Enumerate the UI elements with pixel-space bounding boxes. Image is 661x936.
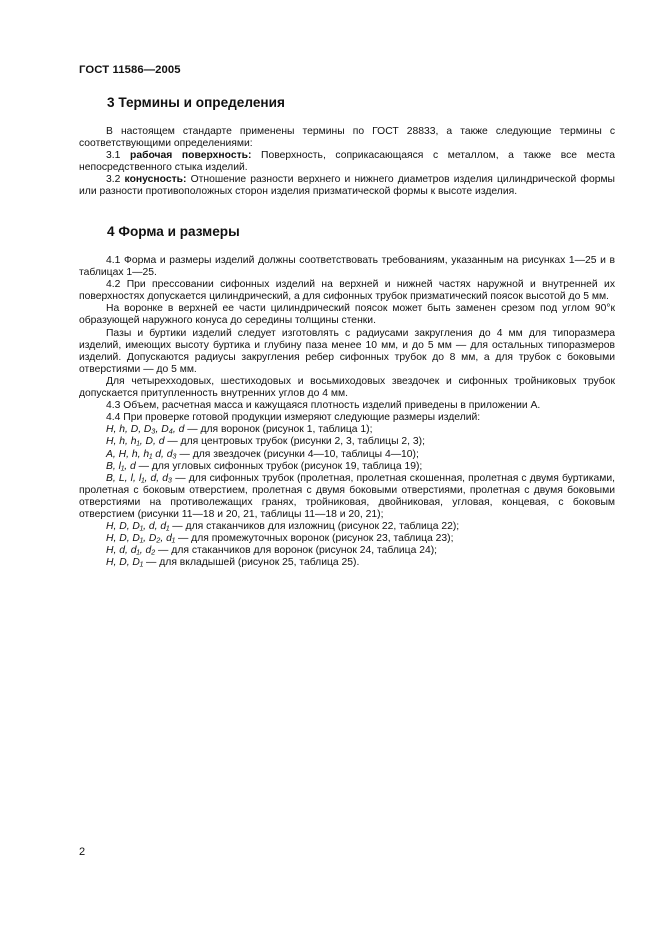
measurement-item: [79, 473, 615, 521]
term-number: 3.1: [106, 150, 121, 162]
term-3-2: [79, 174, 615, 198]
term-number: 3.2: [106, 174, 121, 186]
measurement-text: — для центровых трубок (рисунки 2, 3, таблицы 2, 3);: [164, 436, 425, 448]
dimension-symbols: H, D, D₁: [106, 557, 144, 569]
paragraph-4-2: 4.2 При прессовании сифонных изделий на верхней и нижней частях наружной и внутренней их поверхностях допускается цилиндрический, а для сифонных трубок призматический поясок высотой до 5 мм.: [79, 279, 615, 303]
measurement-item: [79, 545, 615, 557]
measurement-text: — для сифонных трубок (пролетная, пролетная скошенная, пролетная с двумя буртиками, пролетная с боковым отверстием, пролетная с двумя боковыми отверстиями, пролетная с двумя боковыми отверстиями на противолежащих гранях, тройниковая, двойниковая, угловая, концевая, с боковым отверстием (рисунки 11—18 и 20, 21, таблицы 11—18 и 20, 21);: [79, 472, 616, 520]
term-definition: Отношение разности верхнего и нижнего диаметров изделия цилиндрической формы или разности противоположных сторон изделия призматической формы к высоте изделия.: [79, 174, 615, 198]
measurement-text: — для звездочек (рисунки 4—10, таблицы 4—10);: [176, 448, 419, 460]
measurement-item: [79, 424, 615, 436]
measurement-item: [79, 557, 615, 569]
page-header: ГОСТ 11586—2005: [79, 64, 181, 76]
dimension-symbols: B, L, l, l₁, d, d₃: [106, 472, 173, 484]
section-4-body: [79, 255, 615, 569]
section-3-heading: 3 Термины и определения: [107, 95, 285, 110]
term-name: конусность:: [124, 174, 187, 186]
measurement-item: [79, 436, 615, 448]
paragraph-funnel-chamfer: На воронке в верхней ее части цилиндрический поясок может быть заменен срезом под углом 90°к образующей наружного конуса до середины толщины стенки.: [79, 303, 615, 327]
measurement-item: [79, 449, 615, 461]
section-4-heading: 4 Форма и размеры: [107, 224, 240, 239]
page-number: 2: [79, 846, 86, 858]
dimension-symbols: H, D, D₁, d, d₁: [106, 521, 170, 533]
dimension-symbols: H, h, D, D₃, D₄, d: [106, 424, 185, 436]
measurement-item: [79, 533, 615, 545]
paragraph-4-1: 4.1 Форма и размеры изделий должны соответствовать требованиям, указанным на рисунках 1—25 и в таблицах 1—25.: [79, 255, 615, 279]
dimension-symbols: H, d, d₁, d₂: [106, 545, 156, 557]
paragraph-4-4: 4.4 При проверке готовой продукции измеряют следующие размеры изделий:: [106, 412, 481, 424]
measurement-text: — для промежуточных воронок (рисунок 23, таблица 23);: [175, 533, 454, 545]
measurement-text: — для угловых сифонных трубок (рисунок 19, таблица 19);: [135, 460, 423, 472]
measurement-item: [79, 461, 615, 473]
measurement-text: — для стаканчиков для изложниц (рисунок 22, таблица 22);: [169, 521, 460, 533]
term-3-1: [79, 150, 615, 174]
measurement-text: — для вкладышей (рисунок 25, таблица 25).: [143, 557, 360, 569]
paragraph-4-3: 4.3 Объем, расчетная масса и кажущаяся плотность изделий приведены в приложении А.: [106, 400, 541, 412]
measurement-text: — для воронок (рисунок 1, таблица 1);: [184, 424, 373, 436]
dimension-symbols: B, l₁, d: [106, 460, 136, 472]
dimension-symbols: H, h, h₁, D, d: [106, 436, 165, 448]
paragraph-star-angles: Для четырехходовых, шестиходовых и восьмиходовых звездочек и сифонных тройниковых трубок допускается притупленность внутренних углов до 4 мм.: [79, 375, 615, 400]
term-definition: Поверхность, соприкасающаяся с металлом, а также все места непосредственного стыка изделий.: [79, 150, 616, 174]
section-3-intro: В настоящем стандарте применены термины по ГОСТ 28833, а также следующие термины с соответствующими определениями:: [79, 126, 615, 150]
measurement-item: [79, 521, 615, 533]
measurement-text: — для стаканчиков для воронок (рисунок 24, таблица 24);: [155, 545, 438, 557]
dimension-symbols: H, D, D₁, D₂, d₁: [106, 533, 176, 545]
dimension-symbols: A, H, h, h₁ d, d₃: [106, 448, 177, 460]
paragraph-grooves: Пазы и буртики изделий следует изготовлять с радиусами закругления до 4 мм для типоразмера изделий, имеющих высоту буртика и глубину паза менее 10 мм, и до 5 мм — для остальных типоразмеров изделий. Допускаются радиусы закругления ребер сифонных трубок до 8 мм, а для трубок с боковыми отверстиями — до 5 мм.: [79, 327, 615, 375]
section-3-body: [79, 126, 615, 199]
term-name: рабочая поверхность:: [130, 150, 252, 162]
